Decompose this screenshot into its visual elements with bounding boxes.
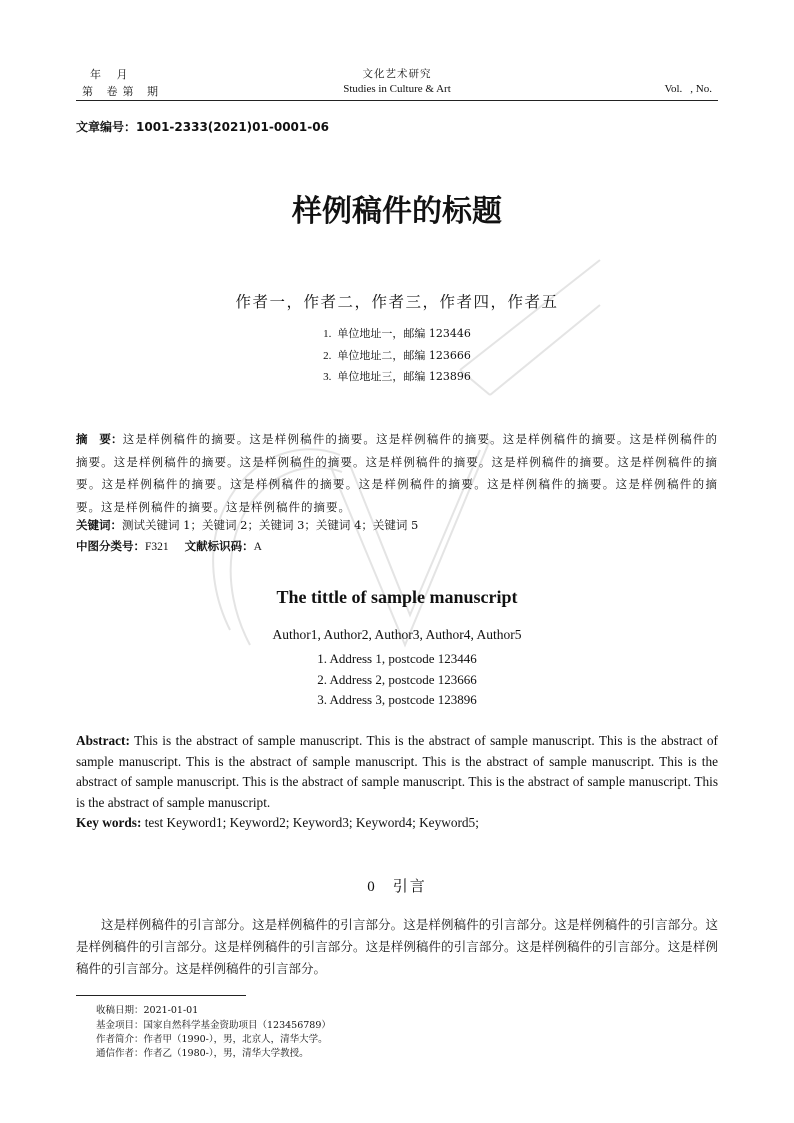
footnote-author-bio: 作者简介：作者甲（1990-），男，北京人，清华大学。 <box>96 1034 328 1045</box>
abstract-zh <box>76 428 718 518</box>
header-journal-en: Studies in Culture & Art <box>343 83 451 95</box>
classification-line <box>76 538 262 554</box>
authors-zh: 作者一，作者二，作者三，作者四，作者五 <box>235 293 559 311</box>
authors-en: Author1, Author2, Author3, Author4, Author5 <box>272 627 522 642</box>
doc-code-label: 文献标识码： <box>184 539 254 553</box>
abstract-en-label: Abstract: <box>76 733 130 748</box>
affiliation-zh-1 <box>0 325 794 341</box>
affiliation-zh-num: 1. <box>323 328 332 340</box>
abstract-zh-text: 这是样例稿件的摘要。这是样例稿件的摘要。这是样例稿件的摘要。这是样例稿件的摘要。这是样例稿件的摘要。这是样例稿件的摘要。这是样例稿件的摘要。这是样例稿件的摘要。这是样例稿件的摘要。这是样例稿件的摘要。这是样例稿件的摘要。这是样例稿件的摘要。这是样例稿件的摘要。这是样例稿件的摘要。这是样例稿件的摘要。这是样例稿件的摘要。这是样例稿件的摘要。 <box>76 432 719 514</box>
affiliation-zh-text: 单位地址一，邮编 123446 <box>337 327 471 340</box>
keywords-zh-label: 关键词： <box>76 518 122 532</box>
affiliation-zh-num: 3. <box>323 371 332 383</box>
header-vol: Vol. <box>664 83 683 95</box>
article-number-value: 1001-2333(2021)01-0001-06 <box>136 120 329 134</box>
title-en: The tittle of sample manuscript <box>276 587 518 607</box>
section-heading <box>0 875 794 896</box>
affiliation-zh-3 <box>0 368 794 384</box>
keywords-zh-text: 测试关键词 1；关键词 2；关键词 3；关键词 4；关键词 5 <box>122 518 419 532</box>
intro-paragraph: 这是样例稿件的引言部分。这是样例稿件的引言部分。这是样例稿件的引言部分。这是样例稿件的引言部分。这是样例稿件的引言部分。这是样例稿件的引言部分。这是样例稿件的引言部分。这是样例稿件的引言部分。这是样例稿件的引言部分。这是样例稿件的引言部分。 <box>76 917 718 976</box>
doc-code-value: A <box>253 541 262 553</box>
affiliation-en-1: 1. Address 1, postcode 123446 <box>317 651 477 666</box>
title-zh: 样例稿件的标题 <box>292 194 502 229</box>
clc-label: 中图分类号： <box>76 539 145 553</box>
keywords-zh <box>76 517 418 533</box>
footnote-corresponding: 通信作者：作者乙（1980-），男，清华大学教授。 <box>96 1048 309 1059</box>
keywords-en-label: Key words: <box>76 815 142 830</box>
article-number <box>76 118 329 135</box>
header-no: , No. <box>690 83 712 95</box>
affiliation-zh-num: 2. <box>323 350 332 362</box>
affiliation-zh-2 <box>0 347 794 363</box>
section-title: 引言 <box>392 877 427 895</box>
article-number-label: 文章编号： <box>76 120 137 134</box>
footnote-received: 收稿日期：2021-01-01 <box>96 1005 199 1016</box>
abstract-zh-label: 摘 要： <box>76 432 123 446</box>
header-volume-issue: 第 卷第 期 <box>82 85 163 98</box>
keywords-en-text: test Keyword1; Keyword2; Keyword3; Keyword4; Keyword5; <box>144 815 479 830</box>
header-journal-zh: 文化艺术研究 <box>362 68 432 80</box>
affiliation-en-3: 3. Address 3, postcode 123896 <box>317 692 477 707</box>
affiliation-zh-text: 单位地址二，邮编 123666 <box>337 349 471 362</box>
header-year-month: 年 月 <box>90 68 134 81</box>
abstract-en <box>76 731 718 814</box>
abstract-en-text: This is the abstract of sample manuscript. This is the abstract of sample manuscript. This is the abstract of sample manuscript. This is the abstract of sample manuscript. This is the abstract of sample manuscript. This is the abstract of sample manuscript. This is the abstract of sample manuscript. This is the abstract of sample manuscript. This is the abstract of sample manuscript. <box>76 733 718 811</box>
footnote-funding: 基金项目：国家自然科学基金资助项目（123456789） <box>96 1020 331 1031</box>
affiliation-en-2: 2. Address 2, postcode 123666 <box>317 672 477 687</box>
section-number: 0 <box>367 879 377 895</box>
footnote-rule <box>76 995 246 996</box>
clc-value: F321 <box>145 541 169 553</box>
affiliation-zh-text: 单位地址三，邮编 123896 <box>337 370 471 383</box>
running-header <box>76 66 718 101</box>
keywords-en <box>76 815 479 831</box>
header-vol-no <box>664 83 712 95</box>
